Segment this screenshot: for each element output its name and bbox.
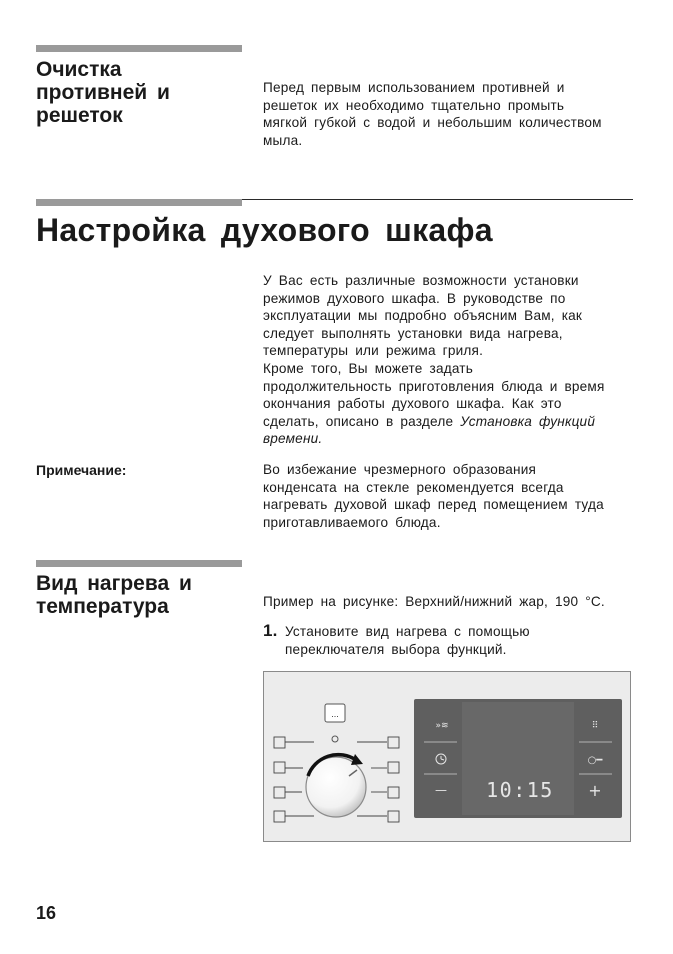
title-line: температура [36, 595, 169, 618]
hot-air-icon [274, 737, 285, 748]
title-line: Вид нагрева и [36, 572, 192, 595]
paragraph-line: решеток их необходимо тщательно промыть [263, 97, 565, 113]
child-lock-key-icon[interactable]: ○━ [587, 755, 603, 766]
paragraph-line: температуры или режима гриля. [263, 343, 484, 359]
oven-setup-paragraph [263, 272, 605, 448]
panel-drawing [264, 672, 630, 841]
step-line: переключателя выбора функций. [285, 641, 507, 657]
title-line: Очистка [36, 58, 122, 81]
large-grill-icon [388, 787, 399, 798]
section-divider-bar [36, 560, 242, 567]
paragraph-line: Во избежание чрезмерного образования [263, 462, 537, 477]
rapid-heat-icon[interactable]: »≋ [435, 721, 449, 731]
note-paragraph [263, 461, 604, 531]
plus-button[interactable]: + [588, 781, 602, 800]
svg-text:...: ... [331, 709, 339, 719]
paragraph-line: режимов духового шкафа. В руководстве по [263, 290, 566, 306]
meat-probe-icon[interactable]: ⠿ [591, 721, 599, 731]
bottom-heat-icon [274, 787, 285, 798]
paragraph-line: следует выполнять установки вида нагрева, [263, 325, 563, 341]
section-title-cleaning [36, 58, 170, 127]
paragraph-line: нагревать духовой шкаф перед помещением туда [263, 497, 604, 513]
section-divider-bar [36, 45, 242, 52]
paragraph-line: Кроме того, Вы можете задать [263, 360, 474, 376]
lower-heat-icon [274, 811, 285, 822]
time-display: 10:15 [486, 778, 554, 802]
example-text: Пример на рисунке: Верхний/нижний жар, 190 °C. [263, 594, 605, 609]
indicator-dot [332, 736, 338, 742]
section-title-oven-setup [36, 212, 493, 248]
minus-button[interactable]: — [435, 783, 447, 797]
step-1 [263, 623, 530, 658]
cleaning-paragraph [263, 79, 602, 149]
paragraph-line: окончания работы духового шкафа. Как это [263, 396, 562, 412]
paragraph-line: приготавливаемого блюда. [263, 514, 441, 530]
grill-icon [388, 737, 399, 748]
paragraph-line: эксплуатации мы подробно объясним Вам, как [263, 308, 583, 324]
light-button[interactable] [325, 704, 345, 722]
paragraph-line: мыла. [263, 132, 303, 148]
oven-control-panel-illustration [263, 671, 631, 842]
top-bottom-heat-icon [388, 762, 399, 773]
paragraph-line: мягкой губкой с водой и небольшим количеством [263, 115, 602, 131]
step-number: 1. [263, 621, 278, 640]
pizza-icon [274, 762, 285, 773]
function-selector-knob[interactable] [306, 754, 366, 817]
paragraph-line: конденсата на стекле рекомендуется всегда [263, 479, 564, 495]
section-title-heating [36, 572, 192, 618]
paragraph-text: сделать, описано в разделе [263, 413, 461, 429]
paragraph-line: продолжительность приготовления блюда и время [263, 378, 605, 394]
paragraph-line: У Вас есть различные возможности установки [263, 273, 579, 288]
electronic-display-module [414, 699, 622, 818]
page-number: 16 [36, 903, 57, 923]
section-divider-rule [242, 199, 633, 200]
section-divider-bar [36, 199, 242, 206]
cross-reference-link[interactable]: Установка функций [460, 413, 596, 429]
eco-icon [388, 811, 399, 822]
paragraph-line [263, 413, 605, 431]
paragraph-line: Перед первым использованием противней и [263, 80, 565, 95]
step-line: Установите вид нагрева с помощью [285, 624, 530, 639]
cross-reference-link[interactable]: времени. [263, 431, 323, 447]
title-line: решеток [36, 104, 123, 127]
title-line: противней и [36, 81, 170, 104]
note-label: Примечание: [36, 462, 127, 478]
title-line: Настройка духового шкафа [36, 212, 493, 248]
